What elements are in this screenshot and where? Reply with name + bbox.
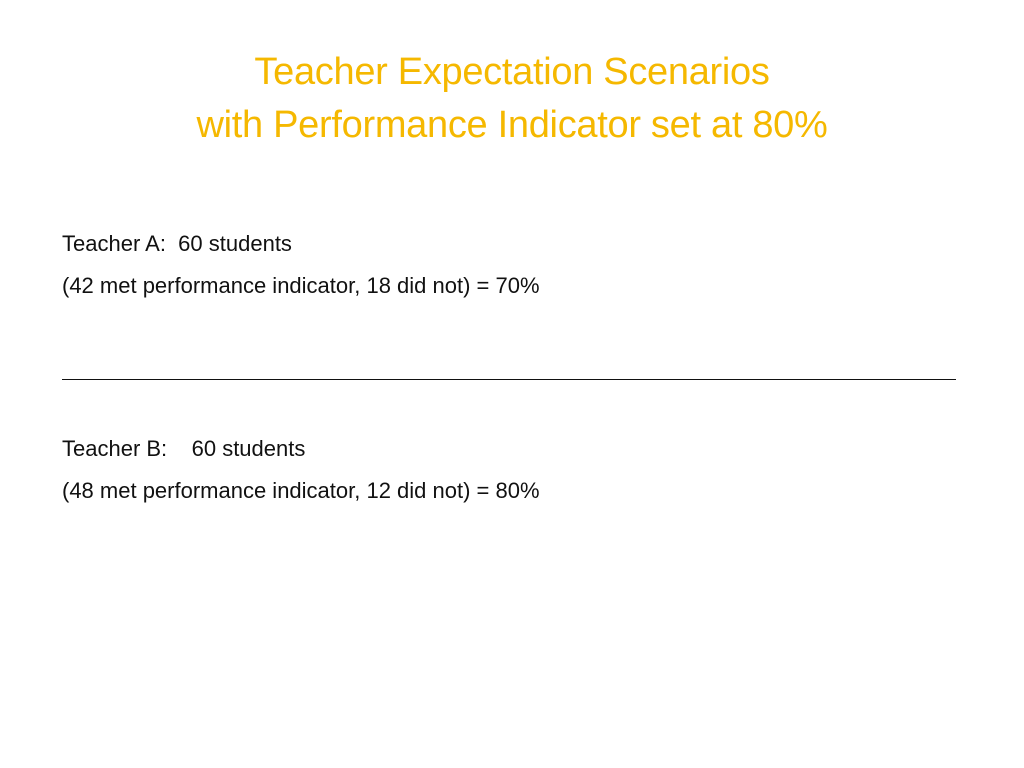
divider-line: [62, 379, 956, 380]
title-line-2: with Performance Indicator set at 80%: [196, 104, 828, 146]
teacher-b-detail: (48 met performance indicator, 12 did not) = 80%: [62, 478, 540, 503]
teacher-b-heading: Teacher B: 60 students: [62, 436, 306, 461]
title-line-1: Teacher Expectation Scenarios: [254, 51, 770, 93]
teacher-a-detail: (42 met performance indicator, 18 did not) = 70%: [62, 273, 540, 298]
slide-title: [0, 46, 1024, 152]
teacher-a-heading: Teacher A: 60 students: [62, 231, 292, 256]
